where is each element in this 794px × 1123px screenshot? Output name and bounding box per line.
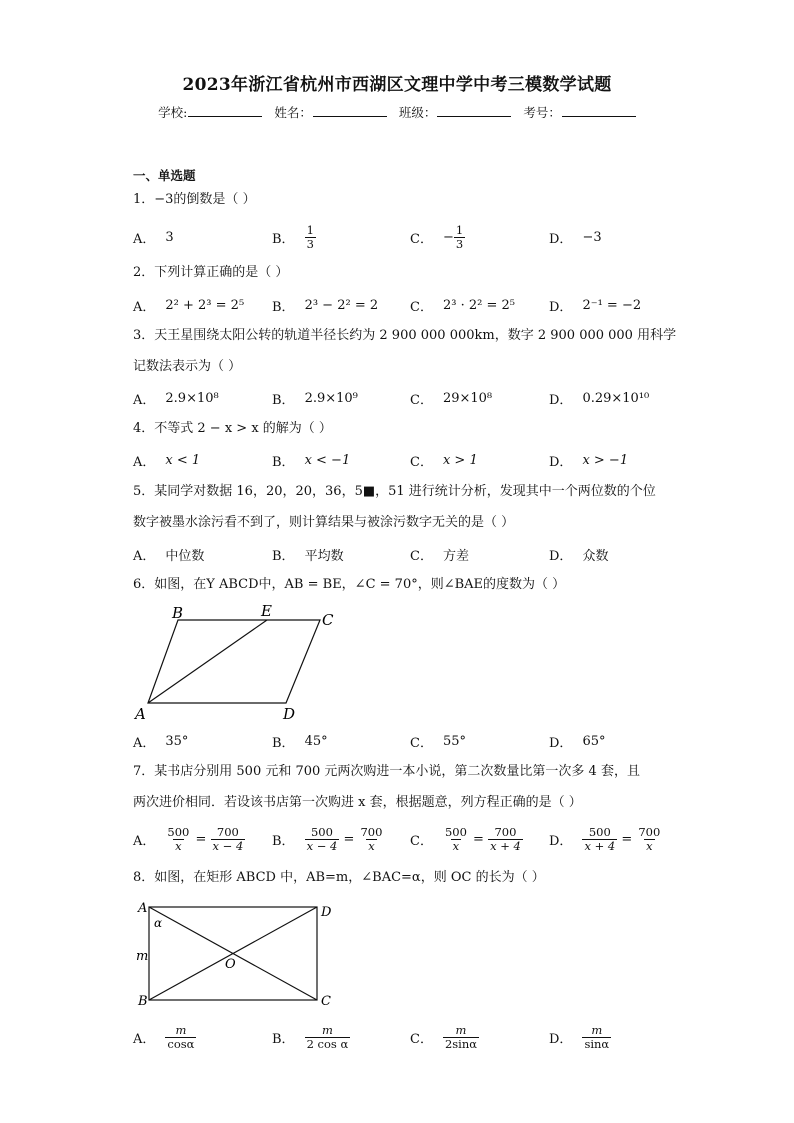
fraction bbox=[454, 224, 465, 251]
segment-ae bbox=[148, 620, 267, 703]
vertex-label-b: B bbox=[172, 604, 184, 622]
option-label: C． bbox=[410, 1031, 433, 1047]
option-label: B． bbox=[272, 392, 295, 408]
option-label: B． bbox=[272, 833, 295, 849]
option-a[interactable] bbox=[133, 445, 200, 475]
fraction-numerator: 700 bbox=[360, 824, 383, 839]
option-text: x < 1 bbox=[165, 452, 201, 468]
option-label: A． bbox=[133, 833, 156, 849]
option-label: D． bbox=[549, 299, 573, 315]
question-1-stem: 1．−3的倒数是（ ） bbox=[133, 192, 256, 207]
fraction-denominator: x bbox=[175, 838, 182, 853]
fraction-denominator: x + 4 bbox=[490, 838, 521, 853]
fraction-denominator: x + 4 bbox=[584, 838, 616, 853]
section-title: 一、单选题 bbox=[133, 168, 196, 183]
option-a[interactable] bbox=[133, 290, 244, 320]
question-5-stem: 5．某同学对数据 16，20，20，36，5■，51 进行统计分析，发现其中一个两位数的个位 bbox=[133, 484, 656, 499]
question-7-stem-line2: 两次进价相同．若设该书店第一次购进 x 套，根据题意，列方程正确的是（ ） bbox=[133, 795, 582, 810]
option-text: 3 bbox=[165, 229, 174, 245]
option-label: C． bbox=[410, 735, 433, 751]
number-label: 考号： bbox=[523, 105, 561, 120]
fraction bbox=[443, 826, 469, 853]
fraction-numerator: 500 bbox=[588, 824, 611, 839]
option-b[interactable] bbox=[272, 445, 350, 475]
fraction bbox=[358, 826, 384, 853]
vertex-label-c: C bbox=[322, 611, 334, 629]
option-text: x > 1 bbox=[442, 452, 478, 468]
option-label: C． bbox=[410, 454, 433, 470]
option-b[interactable] bbox=[272, 1022, 350, 1052]
question-3-stem-line2: 记数法表示为（ ） bbox=[133, 359, 242, 374]
fraction-numerator: 500 bbox=[444, 824, 467, 839]
option-text: x > −1 bbox=[582, 452, 629, 468]
option-a[interactable] bbox=[133, 1022, 196, 1052]
option-text: x < −1 bbox=[304, 452, 351, 468]
option-b[interactable] bbox=[272, 290, 378, 320]
angle-label-alpha: α bbox=[154, 916, 163, 930]
option-c[interactable] bbox=[410, 824, 523, 854]
option-label: C． bbox=[410, 231, 433, 247]
fraction-numerator: 1 bbox=[306, 222, 314, 237]
option-a[interactable] bbox=[133, 222, 174, 252]
option-d[interactable] bbox=[549, 383, 649, 413]
question-6-options bbox=[133, 726, 673, 756]
fraction-numerator: 500 bbox=[310, 824, 333, 839]
fraction bbox=[165, 826, 191, 853]
option-label: A． bbox=[133, 392, 156, 408]
option-c[interactable] bbox=[410, 445, 478, 475]
fraction-numerator: 700 bbox=[638, 824, 661, 839]
option-label: A． bbox=[133, 454, 156, 470]
question-7-options bbox=[133, 824, 673, 854]
option-c[interactable] bbox=[410, 290, 515, 320]
question-4-options bbox=[133, 445, 673, 475]
fraction-numerator: m bbox=[321, 1022, 333, 1037]
option-label: D． bbox=[549, 833, 573, 849]
option-c[interactable] bbox=[410, 726, 466, 756]
side-label-m: m bbox=[136, 949, 149, 964]
fraction bbox=[443, 1024, 479, 1051]
fraction-denominator: 2 cos α bbox=[306, 1036, 349, 1051]
option-d[interactable] bbox=[549, 1022, 611, 1052]
fraction-numerator: 700 bbox=[494, 824, 517, 839]
vertex-label-a: A bbox=[138, 901, 148, 916]
fraction-denominator: 3 bbox=[455, 236, 464, 251]
option-text: 2³ · 2² = 2⁵ bbox=[442, 297, 515, 313]
option-a[interactable] bbox=[133, 824, 245, 854]
question-8-options bbox=[133, 1022, 673, 1052]
name-label: 姓名： bbox=[274, 105, 312, 120]
question-6-stem: 6．如图，在Y ABCD中，AB = BE，∠C = 70°，则∠BAE的度数为（ ） bbox=[133, 577, 566, 592]
parallelogram-figure bbox=[130, 600, 350, 725]
fraction-denominator: cosα bbox=[167, 1036, 195, 1051]
school-field[interactable] bbox=[158, 103, 262, 121]
option-label: A． bbox=[133, 299, 156, 315]
option-text: 中位数 bbox=[165, 548, 205, 564]
option-c[interactable] bbox=[410, 222, 465, 252]
school-blank[interactable] bbox=[188, 104, 262, 117]
equals-sign: = bbox=[339, 831, 359, 847]
question-5-stem-line2: 数字被墨水涂污看不到了，则计算结果与被涂污数字无关的是（ ） bbox=[133, 515, 515, 530]
question-2-stem: 2．下列计算正确的是（ ） bbox=[133, 265, 289, 280]
fraction bbox=[488, 826, 523, 853]
option-b[interactable] bbox=[272, 824, 384, 854]
option-label: B． bbox=[272, 454, 295, 470]
school-label: 学校: bbox=[158, 105, 188, 120]
vertex-label-d: D bbox=[321, 905, 332, 920]
option-label: A． bbox=[133, 548, 156, 564]
option-d[interactable] bbox=[549, 222, 602, 252]
option-c[interactable] bbox=[410, 1022, 479, 1052]
option-d[interactable] bbox=[549, 290, 641, 320]
option-text: 35° bbox=[165, 733, 189, 749]
fraction-denominator: x − 4 bbox=[212, 838, 244, 853]
option-label: B． bbox=[272, 299, 295, 315]
option-label: D． bbox=[549, 735, 573, 751]
minus-sign: − bbox=[442, 229, 454, 245]
vertex-label-c: C bbox=[321, 994, 331, 1009]
question-3-stem: 3．天王星围绕太阳公转的轨道半径长约为 2 900 000 000km，数字 2 900 000 000 用科学 bbox=[133, 328, 677, 343]
fraction bbox=[582, 1024, 611, 1051]
class-field[interactable] bbox=[399, 103, 512, 121]
class-label: 班级： bbox=[398, 105, 437, 120]
option-label: D． bbox=[549, 454, 573, 470]
question-8-stem: 8．如图，在矩形 ABCD 中，AB=m，∠BAC=α，则 OC 的长为（ ） bbox=[133, 870, 545, 885]
fraction-denominator: sinα bbox=[584, 1036, 610, 1051]
question-4-stem: 4．不等式 2 − x > x 的解为（ ） bbox=[133, 421, 332, 436]
option-text: 0.29×10¹⁰ bbox=[582, 390, 650, 406]
option-b[interactable] bbox=[272, 383, 358, 413]
fraction bbox=[211, 826, 246, 853]
option-c[interactable] bbox=[410, 383, 492, 413]
option-text: 2⁻¹ = −2 bbox=[582, 297, 642, 313]
option-label: D． bbox=[549, 392, 573, 408]
question-5-options bbox=[133, 539, 673, 569]
question-2-options bbox=[133, 290, 673, 320]
fraction-denominator: x bbox=[368, 838, 375, 853]
fraction-numerator: 700 bbox=[216, 824, 239, 839]
vertex-label-a: A bbox=[135, 705, 146, 723]
name-blank[interactable] bbox=[313, 104, 387, 117]
option-label: C． bbox=[410, 299, 433, 315]
equals-sign: = bbox=[468, 831, 489, 847]
student-info-line bbox=[0, 103, 794, 121]
question-3-options bbox=[133, 383, 673, 413]
fraction bbox=[636, 826, 662, 853]
number-field[interactable] bbox=[523, 103, 636, 121]
class-blank[interactable] bbox=[437, 104, 511, 117]
question-7-stem: 7．某书店分别用 500 元和 700 元两次购进一本小说，第二次数量比第一次多 4 套，且 bbox=[133, 764, 640, 779]
option-label: B． bbox=[272, 548, 295, 564]
fraction-numerator: m bbox=[591, 1022, 603, 1037]
fraction-numerator: 500 bbox=[167, 824, 190, 839]
option-a[interactable] bbox=[133, 383, 219, 413]
option-label: D． bbox=[549, 548, 573, 564]
parallelogram-abcd bbox=[148, 620, 320, 703]
option-text: 29×10⁸ bbox=[442, 390, 493, 406]
option-d[interactable] bbox=[549, 824, 662, 854]
option-text: 2² + 2³ = 2⁵ bbox=[165, 297, 245, 313]
option-label: C． bbox=[410, 392, 433, 408]
fraction bbox=[305, 1024, 351, 1051]
option-label: A． bbox=[133, 735, 156, 751]
option-b[interactable] bbox=[272, 726, 328, 756]
name-field[interactable] bbox=[274, 103, 387, 121]
fraction-numerator: m bbox=[455, 1022, 467, 1037]
option-b[interactable] bbox=[272, 539, 344, 569]
option-text: 平均数 bbox=[304, 548, 344, 564]
option-label: D． bbox=[549, 231, 573, 247]
fraction-denominator: x bbox=[452, 838, 460, 853]
option-a[interactable] bbox=[133, 726, 188, 756]
option-label: D． bbox=[549, 1031, 573, 1047]
fraction bbox=[305, 826, 340, 853]
option-d[interactable] bbox=[549, 445, 628, 475]
fraction-denominator: 2sinα bbox=[444, 1036, 478, 1051]
option-a[interactable] bbox=[133, 539, 204, 569]
option-b[interactable] bbox=[272, 222, 316, 252]
option-text: −3 bbox=[582, 229, 602, 245]
vertex-label-e: E bbox=[261, 602, 272, 620]
fraction-numerator: 1 bbox=[455, 222, 464, 237]
vertex-label-b: B bbox=[138, 994, 148, 1009]
option-label: B． bbox=[272, 735, 295, 751]
option-d[interactable] bbox=[549, 726, 605, 756]
option-text: 2.9×10⁹ bbox=[304, 390, 358, 406]
option-text: 65° bbox=[582, 733, 606, 749]
rectangle-figure bbox=[130, 897, 345, 1012]
option-text: 45° bbox=[304, 733, 328, 749]
option-label: B． bbox=[272, 231, 295, 247]
page-title: 2023年浙江省杭州市西湖区文理中学中考三模数学试题 bbox=[182, 75, 612, 95]
fraction bbox=[582, 826, 617, 853]
fraction bbox=[305, 224, 316, 251]
equals-sign: = bbox=[617, 831, 637, 847]
option-text: 众数 bbox=[582, 548, 609, 564]
fraction bbox=[165, 1024, 196, 1051]
option-label: A． bbox=[133, 231, 156, 247]
center-label-o: O bbox=[225, 957, 236, 972]
option-label: A． bbox=[133, 1031, 156, 1047]
option-text: 55° bbox=[442, 733, 466, 749]
option-label: C． bbox=[410, 548, 433, 564]
vertex-label-d: D bbox=[283, 705, 296, 723]
fraction-denominator: x bbox=[646, 838, 653, 853]
option-label: C． bbox=[410, 833, 433, 849]
option-d[interactable] bbox=[549, 539, 608, 569]
fraction-denominator: 3 bbox=[306, 236, 314, 251]
option-c[interactable] bbox=[410, 539, 469, 569]
option-text: 方差 bbox=[442, 548, 469, 564]
fraction-denominator: x − 4 bbox=[306, 838, 338, 853]
number-blank[interactable] bbox=[562, 104, 636, 117]
equals-sign: = bbox=[191, 831, 211, 847]
question-1-options bbox=[133, 222, 673, 252]
fraction-numerator: m bbox=[175, 1022, 187, 1037]
option-label: B． bbox=[272, 1031, 295, 1047]
option-text: 2.9×10⁸ bbox=[165, 390, 219, 406]
option-text: 2³ − 2² = 2 bbox=[304, 297, 379, 313]
